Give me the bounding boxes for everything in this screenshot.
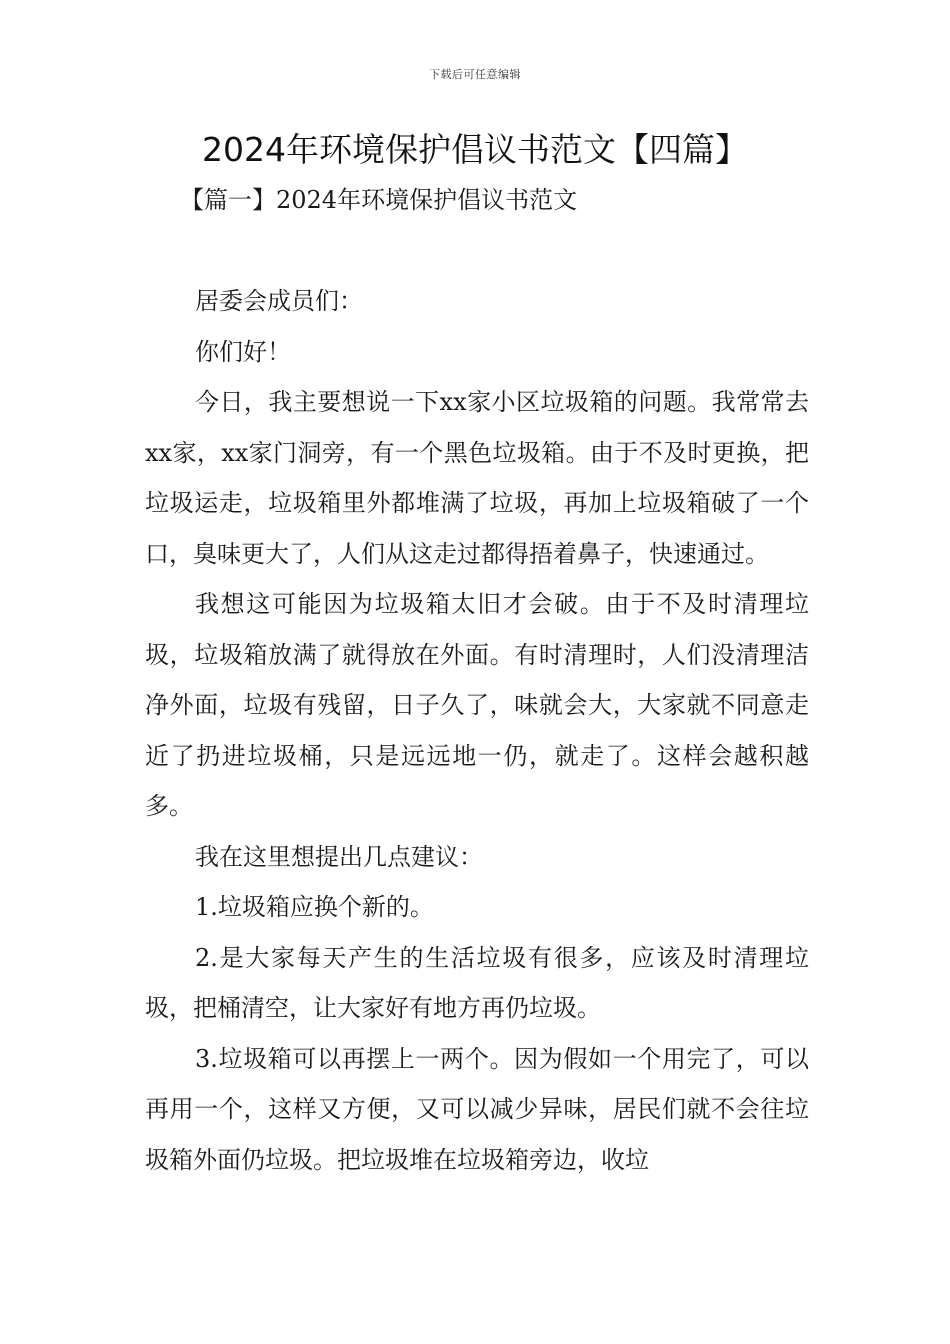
- document-body: [145, 276, 809, 1185]
- paragraph-problem: 今日，我主要想说一下xx家小区垃圾箱的问题。我常常去xx家，xx家门洞旁，有一个黑色垃圾箱。由于不及时更换，把垃圾运走，垃圾箱里外都堆满了垃圾，再加上垃圾箱破了一个口，臭味更大了，人们从这走过都得捂着鼻子，快速通过。: [145, 388, 809, 568]
- suggestion-item-3: 3.垃圾箱可以再摆上一两个。因为假如一个用完了，可以再用一个，这样又方便，又可以减少异味，居民们就不会往垃圾箱外面仍垃圾。把垃圾堆在垃圾箱旁边，收垃: [145, 1044, 809, 1174]
- suggestion-item-1: 1.垃圾箱应换个新的。: [195, 893, 434, 921]
- paragraph-cause: 我想这可能因为垃圾箱太旧才会破。由于不及时清理垃圾，垃圾箱放满了就得放在外面。有时清理时，人们没清理洁净外面，垃圾有残留，日子久了，味就会大，大家就不同意走近了扔进垃圾桶，只是远远地一仍，就走了。这样会越积越多。: [145, 590, 809, 820]
- greeting: 你们好！: [195, 337, 291, 366]
- salutation: 居委会成员们：: [195, 287, 363, 315]
- header-note: 下载后可任意编辑: [429, 68, 521, 81]
- section-heading: 【篇一】2024年环境保护倡议书范文: [180, 186, 578, 214]
- document-title: 2024年环境保护倡议书范文【四篇】: [202, 130, 748, 169]
- paragraph-suggestion-intro: 我在这里想提出几点建议：: [195, 842, 483, 871]
- suggestion-item-2: 2.是大家每天产生的生活垃圾有很多，应该及时清理垃圾，把桶清空，让大家好有地方再仍垃圾。: [145, 943, 809, 1022]
